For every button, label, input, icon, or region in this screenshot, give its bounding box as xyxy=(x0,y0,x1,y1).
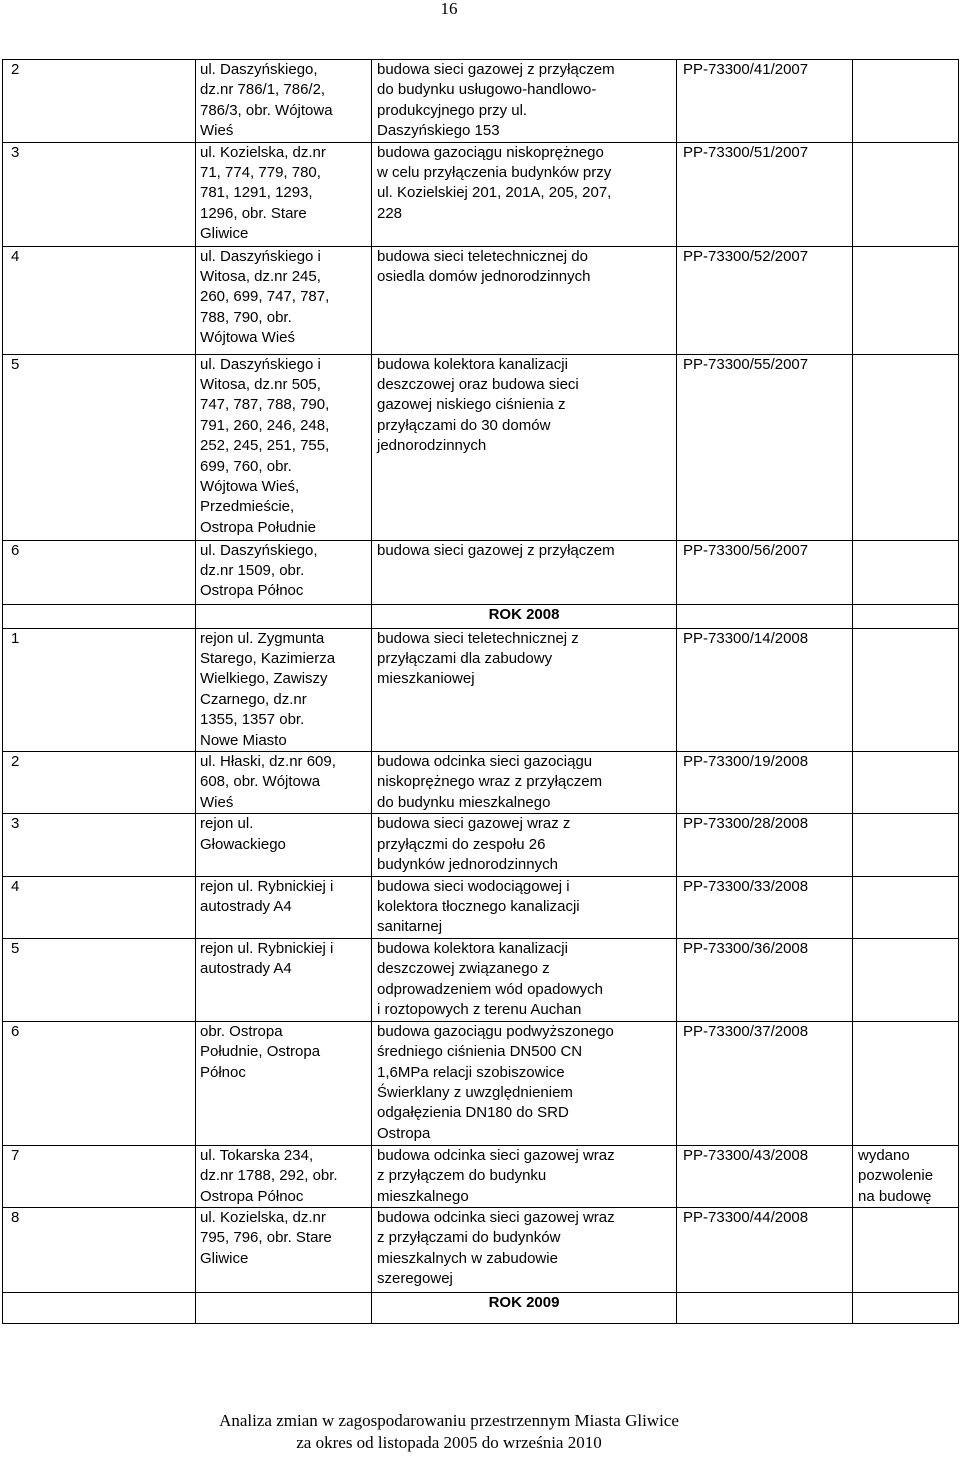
row-number: 1 xyxy=(3,628,196,751)
footer-title: Analiza zmian w zagospodarowaniu przestrzennym Miasta Gliwice xyxy=(219,1411,679,1430)
row-number: 6 xyxy=(3,1021,196,1145)
location-cell: ul. Kozielska, dz.nr 71, 774, 779, 780, 781, 1291, 1293, 1296, obr. Stare Gliwice xyxy=(196,142,372,246)
remarks-cell xyxy=(853,1207,959,1292)
row-number: 8 xyxy=(3,1207,196,1292)
table-row xyxy=(3,1021,959,1145)
case-number-cell: PP-73300/14/2008 xyxy=(677,628,853,751)
case-number-cell: PP-73300/43/2008 xyxy=(677,1145,853,1207)
table-row xyxy=(3,814,959,876)
description-cell: budowa kolektora kanalizacji deszczowej oraz budowa sieci gazowej niskiego ciśnienia z przyłączami do 30 domów jednorodzinnych xyxy=(372,354,677,540)
table-row xyxy=(3,876,959,938)
table-row xyxy=(3,142,959,246)
table-row xyxy=(3,938,959,1021)
location-cell: rejon ul. Zygmunta Starego, Kazimierza Wielkiego, Zawiszy Czarnego, dz.nr 1355, 1357 obr. Nowe Miasto xyxy=(196,628,372,751)
remarks-cell xyxy=(853,938,959,1021)
description-cell: budowa kolektora kanalizacji deszczowej związanego z odprowadzeniem wód opadowych i roztopowych z terenu Auchan xyxy=(372,938,677,1021)
empty-cell xyxy=(677,604,853,628)
permits-table xyxy=(2,59,959,1324)
table-row xyxy=(3,628,959,751)
page-footer xyxy=(0,1410,898,1454)
case-number-cell: PP-73300/51/2007 xyxy=(677,142,853,246)
remarks-cell xyxy=(853,814,959,876)
case-number-cell: PP-73300/44/2008 xyxy=(677,1207,853,1292)
empty-cell xyxy=(196,604,372,628)
table-row xyxy=(3,246,959,354)
empty-cell xyxy=(3,604,196,628)
case-number-cell: PP-73300/56/2007 xyxy=(677,540,853,604)
location-cell: ul. Hłaski, dz.nr 609, 608, obr. Wójtowa Wieś xyxy=(196,752,372,814)
table-row xyxy=(3,752,959,814)
row-number: 4 xyxy=(3,246,196,354)
location-cell: rejon ul. Rybnickiej i autostrady A4 xyxy=(196,876,372,938)
location-cell: ul. Daszyńskiego, dz.nr 786/1, 786/2, 786/3, obr. Wójtowa Wieś xyxy=(196,60,372,143)
case-number-cell: PP-73300/33/2008 xyxy=(677,876,853,938)
description-cell: budowa odcinka sieci gazociągu niskoprężnego wraz z przyłączem do budynku mieszkalnego xyxy=(372,752,677,814)
remarks-cell xyxy=(853,628,959,751)
row-number: 5 xyxy=(3,354,196,540)
table-row xyxy=(3,60,959,143)
description-cell: budowa sieci wodociągowej i kolektora tłocznego kanalizacji sanitarnej xyxy=(372,876,677,938)
year-heading: ROK 2009 xyxy=(372,1292,677,1323)
row-number: 3 xyxy=(3,814,196,876)
empty-cell xyxy=(853,1292,959,1323)
description-cell: budowa sieci gazowej wraz z przyłączmi do zespołu 26 budynków jednorodzinnych xyxy=(372,814,677,876)
case-number-cell: PP-73300/28/2008 xyxy=(677,814,853,876)
empty-cell xyxy=(196,1292,372,1323)
row-number: 6 xyxy=(3,540,196,604)
location-cell: ul. Daszyńskiego, dz.nr 1509, obr. Ostropa Północ xyxy=(196,540,372,604)
remarks-cell xyxy=(853,246,959,354)
location-cell: ul. Tokarska 234, dz.nr 1788, 292, obr. Ostropa Północ xyxy=(196,1145,372,1207)
year-heading: ROK 2008 xyxy=(372,604,677,628)
row-number: 2 xyxy=(3,60,196,143)
row-number: 3 xyxy=(3,142,196,246)
case-number-cell: PP-73300/41/2007 xyxy=(677,60,853,143)
empty-cell xyxy=(677,1292,853,1323)
remarks-cell xyxy=(853,142,959,246)
description-cell: budowa sieci teletechnicznej do osiedla domów jednorodzinnych xyxy=(372,246,677,354)
case-number-cell: PP-73300/19/2008 xyxy=(677,752,853,814)
table-row xyxy=(3,354,959,540)
description-cell: budowa odcinka sieci gazowej wraz z przyłączem do budynku mieszkalnego xyxy=(372,1145,677,1207)
case-number-cell: PP-73300/52/2007 xyxy=(677,246,853,354)
remarks-cell xyxy=(853,752,959,814)
location-cell: obr. Ostropa Południe, Ostropa Północ xyxy=(196,1021,372,1145)
row-number: 5 xyxy=(3,938,196,1021)
case-number-cell: PP-73300/37/2008 xyxy=(677,1021,853,1145)
year-header-row xyxy=(3,1292,959,1323)
remarks-cell xyxy=(853,540,959,604)
location-cell: ul. Kozielska, dz.nr 795, 796, obr. Stare Gliwice xyxy=(196,1207,372,1292)
empty-cell xyxy=(853,604,959,628)
description-cell: budowa gazociągu niskoprężnego w celu przyłączenia budynków przy ul. Kozielskiej 201, 201A, 205, 207, 228 xyxy=(372,142,677,246)
row-number: 7 xyxy=(3,1145,196,1207)
case-number-cell: PP-73300/55/2007 xyxy=(677,354,853,540)
empty-cell xyxy=(3,1292,196,1323)
remarks-cell xyxy=(853,1021,959,1145)
table-row xyxy=(3,1145,959,1207)
location-cell: ul. Daszyńskiego i Witosa, dz.nr 245, 260, 699, 747, 787, 788, 790, obr. Wójtowa Wieś xyxy=(196,246,372,354)
page-number: 16 xyxy=(440,0,458,18)
year-header-row xyxy=(3,604,959,628)
table-row xyxy=(3,1207,959,1292)
case-number-cell: PP-73300/36/2008 xyxy=(677,938,853,1021)
location-cell: ul. Daszyńskiego i Witosa, dz.nr 505, 747, 787, 788, 790, 791, 260, 246, 248, 252, 245, 251, 755, 699, 760, obr. Wójtowa Wieś, Przedmieście, Ostropa Południe xyxy=(196,354,372,540)
remarks-cell xyxy=(853,876,959,938)
description-cell: budowa odcinka sieci gazowej wraz z przyłączami do budynków mieszkalnych w zabudowie szeregowej xyxy=(372,1207,677,1292)
description-cell: budowa gazociągu podwyższonego średniego ciśnienia DN500 CN 1,6MPa relacji szobiszowice Świerklany z uwzględnieniem odgałęzienia DN180 do SRD Ostropa xyxy=(372,1021,677,1145)
description-cell: budowa sieci teletechnicznej z przyłączami dla zabudowy mieszkaniowej xyxy=(372,628,677,751)
description-cell: budowa sieci gazowej z przyłączem do budynku usługowo-handlowo- produkcyjnego przy ul. Daszyńskiego 153 xyxy=(372,60,677,143)
remarks-cell: wydano pozwolenie na budowę xyxy=(853,1145,959,1207)
remarks-cell xyxy=(853,354,959,540)
footer-period: za okres od listopada 2005 do września 2010 xyxy=(296,1433,602,1452)
location-cell: rejon ul. Głowackiego xyxy=(196,814,372,876)
row-number: 2 xyxy=(3,752,196,814)
remarks-cell xyxy=(853,60,959,143)
description-cell: budowa sieci gazowej z przyłączem xyxy=(372,540,677,604)
table-row xyxy=(3,540,959,604)
row-number: 4 xyxy=(3,876,196,938)
location-cell: rejon ul. Rybnickiej i autostrady A4 xyxy=(196,938,372,1021)
